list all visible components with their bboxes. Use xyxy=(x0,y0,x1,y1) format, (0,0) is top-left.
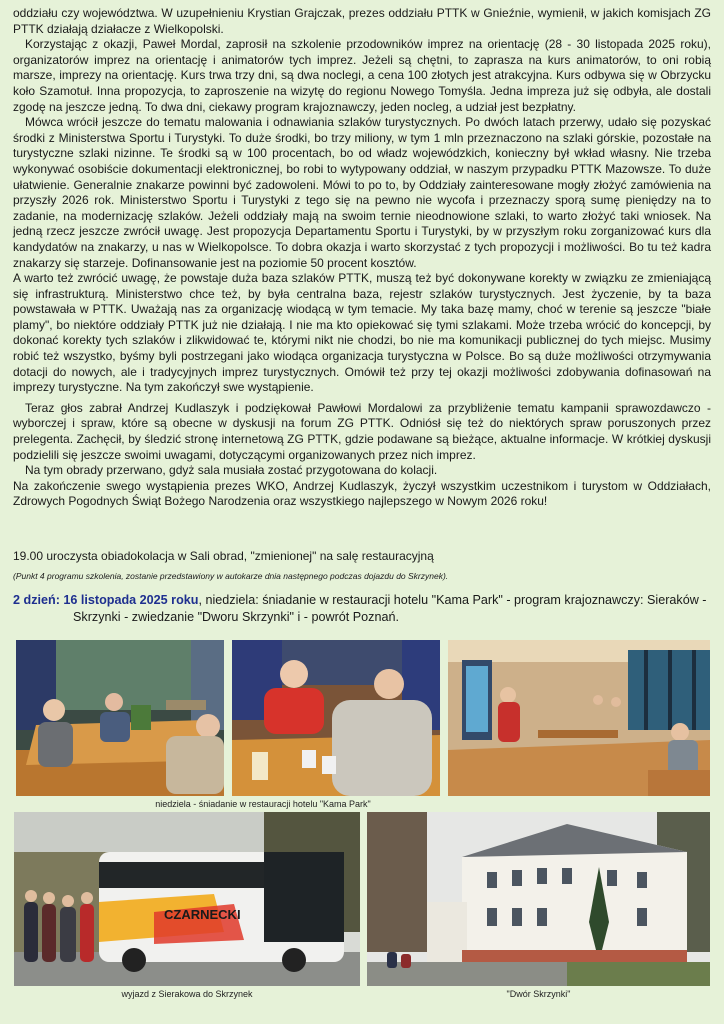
paragraph: Teraz głos zabrał Andrzej Kudlaszyk i podziękował Pawłowi Mordalowi za przybliżenie tematu kampanii sprawozdawczo - wyborczej i spraw, które są obecne w dyskusji na forum ZG PTTK. Odniósł się też do niektórych spraw poruszonych przez prelegenta. Zachęcił, by śledzić stronę internetową ZG PTTK, gdzie podawane są bieżące, aktualne informacje. W krótkiej dyskusji podzielili się jeszcze swoimi uwagami, dotyczącymi organizowanych przez nich imprez. xyxy=(13,400,711,462)
photo-manor-house xyxy=(367,812,710,986)
article-body xyxy=(13,6,711,510)
day2-heading xyxy=(13,592,711,626)
photo-bus-departure xyxy=(14,812,360,986)
program-note: (Punkt 4 programu szkolenia, zostanie przedstawiony w autokarze dnia następnego podczas dojazdu do Skrzynek). xyxy=(13,571,449,581)
paragraph: oddziału czy województwa. W uzupełnieniu Krystian Grajczak, prezes oddziału PTTK w Gnieźnie, wymienił, w jakich komisjach ZG PTTK działają działacze z Wielkopolski. xyxy=(13,6,711,36)
photo-breakfast-table xyxy=(232,640,440,796)
day2-line1: , niedziela: śniadanie w restauracji hotelu "Kama Park" - program krajoznawczy: Sieraków - xyxy=(198,593,707,607)
dinner-schedule-line: 19.00 uroczysta obiadokolacja w Sali obrad, "zmienionej" na salę restauracyjną xyxy=(13,549,434,563)
paragraph: A warto też zwrócić uwagę, że powstaje duża baza szlaków PTTK, muszą też być dokonywane korekty w związku ze zmieniającą się infrastrukturą. Ministerstwo chce też, by była centralna baza, rejestr szlaków turystycznych. Jest życzenie, by ta baza powstawała w PTTK. Uważają nas za organizację wiodącą w tym temacie. My taka bazę mamy, choć w terenie są jeszcze "białe plamy", bo niektóre oddziały PTTK już nie działają. I nie ma kto opiekować się tymi szlakami. Może trzeba wrócić do koncepcji, by dokonać korekty tych szlaków i zlikwidować te, którymi nikt nie chodzi, bo nie ma komunikacji publicznej do tych miejsc. Musimy robić też wszystko, byśmy byli postrzegani jako wiodąca organizacja turystyczna w Polsce. Bo są duże możliwości otrzymywania dotacji do nowych, ale i tradycyjnych imprez turystycznych. Omówił też przy tej okazji możliwości zdobywania dofinasowań na imprezy turystyczne. Na tym zakończył swe wystąpienie. xyxy=(13,271,711,395)
bus-brand-text: CZARNECKI xyxy=(164,907,241,922)
photo-breakfast-window xyxy=(16,640,224,796)
paragraph: Na zakończenie swego wystąpienia prezes WKO, Andrzej Kudlaszyk, życzył wszystkim uczestnikom i turystom w Oddziałach, Zdrowych Pogodnych Świąt Bożego Narodzenia oraz wszystkiego najlepszego w Nowym 2026 roku! xyxy=(13,478,711,509)
paragraph: Mówca wrócił jeszcze do tematu malowania i odnawiania szlaków turystycznych. Po dwóch latach przerwy, udało się pozyskać środki z Ministerstwa Sportu i Turystyki. To duże środki, bo trzy miliony, w tym 1 mln przeznaczono na szlaki górskie, pozostałe na turystyczne szlaki nizinne. Te środki są w 100 procentach, bo od władz wojewódzkich, konieczny był wkład własny. Nie trzeba wykonywać osobiście dokumentacji elektronicznej, bo robi to wytypowany oddział, w naszym przypadku PTTK Mazowsze. To duże ułatwienie. Generalnie znakarze powinni być zadowoleni. Mówi to po to, by Oddziały zainteresowane mogły złożyć zamówienia na przyszły 2026 rok. Ministerstwo Sportu i Turystyki z tego się na pewno nie wycofa i przeznaczy sporą sumę pieniędzy na to zadanie, na modernizację szlaków. Jeżeli oddziały mają na swoim ternie nieodnowione szlaki, to warto złożyć taki wniosek. Na jedną rzecz jeszcze zwrócił uwagę. Jest propozycja Departamentu Sportu i Turystyki, by w przyszłym roku zorganizować kurs dla kandydatów na znakarzy, u nas w Wielkopolsce. To dobra okazja i warto skorzystać z tych propozycji i możliwości. Bo tu też kadra znakarzy się starzeje. Dofinansowanie jest na poziomie 50 procent kosztów. xyxy=(13,115,711,270)
paragraph: Korzystając z okazji, Paweł Mordal, zaprosił na szkolenie przodowników imprez na orientację (28 - 30 listopada 2025 roku), organizatorów imprez na orientację i animatorów tych imprez. Jeżeli są chętni, to zaprasza na kurs animatorów, to oni robią marsze, imprezy na orientację. Kurs trwa trzy dni, są dwa noclegi, a cena 100 złotych jest atrakcyjna. Kurs odbywa się w Obrzycku koło Szamotuł. Inna propozycja, to zaproszenie na wizytę do regionu Nowego Tomyśla. Jedna impreza już się odbyła, ale dostali zgodę na jeszcze jedną. To dwa dni, ciekawy program krajoznawczy, jeden nocleg, a udział jest bezpłatny. xyxy=(13,37,711,114)
caption-manor: "Dwór Skrzynki" xyxy=(506,989,571,999)
caption-bus: wyjazd z Sierakowa do Skrzynek xyxy=(121,989,253,999)
caption-breakfast: niedziela - śniadanie w restauracji hotelu "Kama Park" xyxy=(155,799,371,809)
day2-label: 2 dzień: 16 listopada 2025 roku xyxy=(13,593,199,607)
paragraph: Na tym obrady przerwano, gdyż sala musiała zostać przygotowana do kolacji. xyxy=(25,463,438,478)
photo-restaurant-interior xyxy=(448,640,710,796)
day2-line2: Skrzynki - zwiedzanie "Dworu Skrzynki" i - powrót Poznań. xyxy=(73,610,399,624)
